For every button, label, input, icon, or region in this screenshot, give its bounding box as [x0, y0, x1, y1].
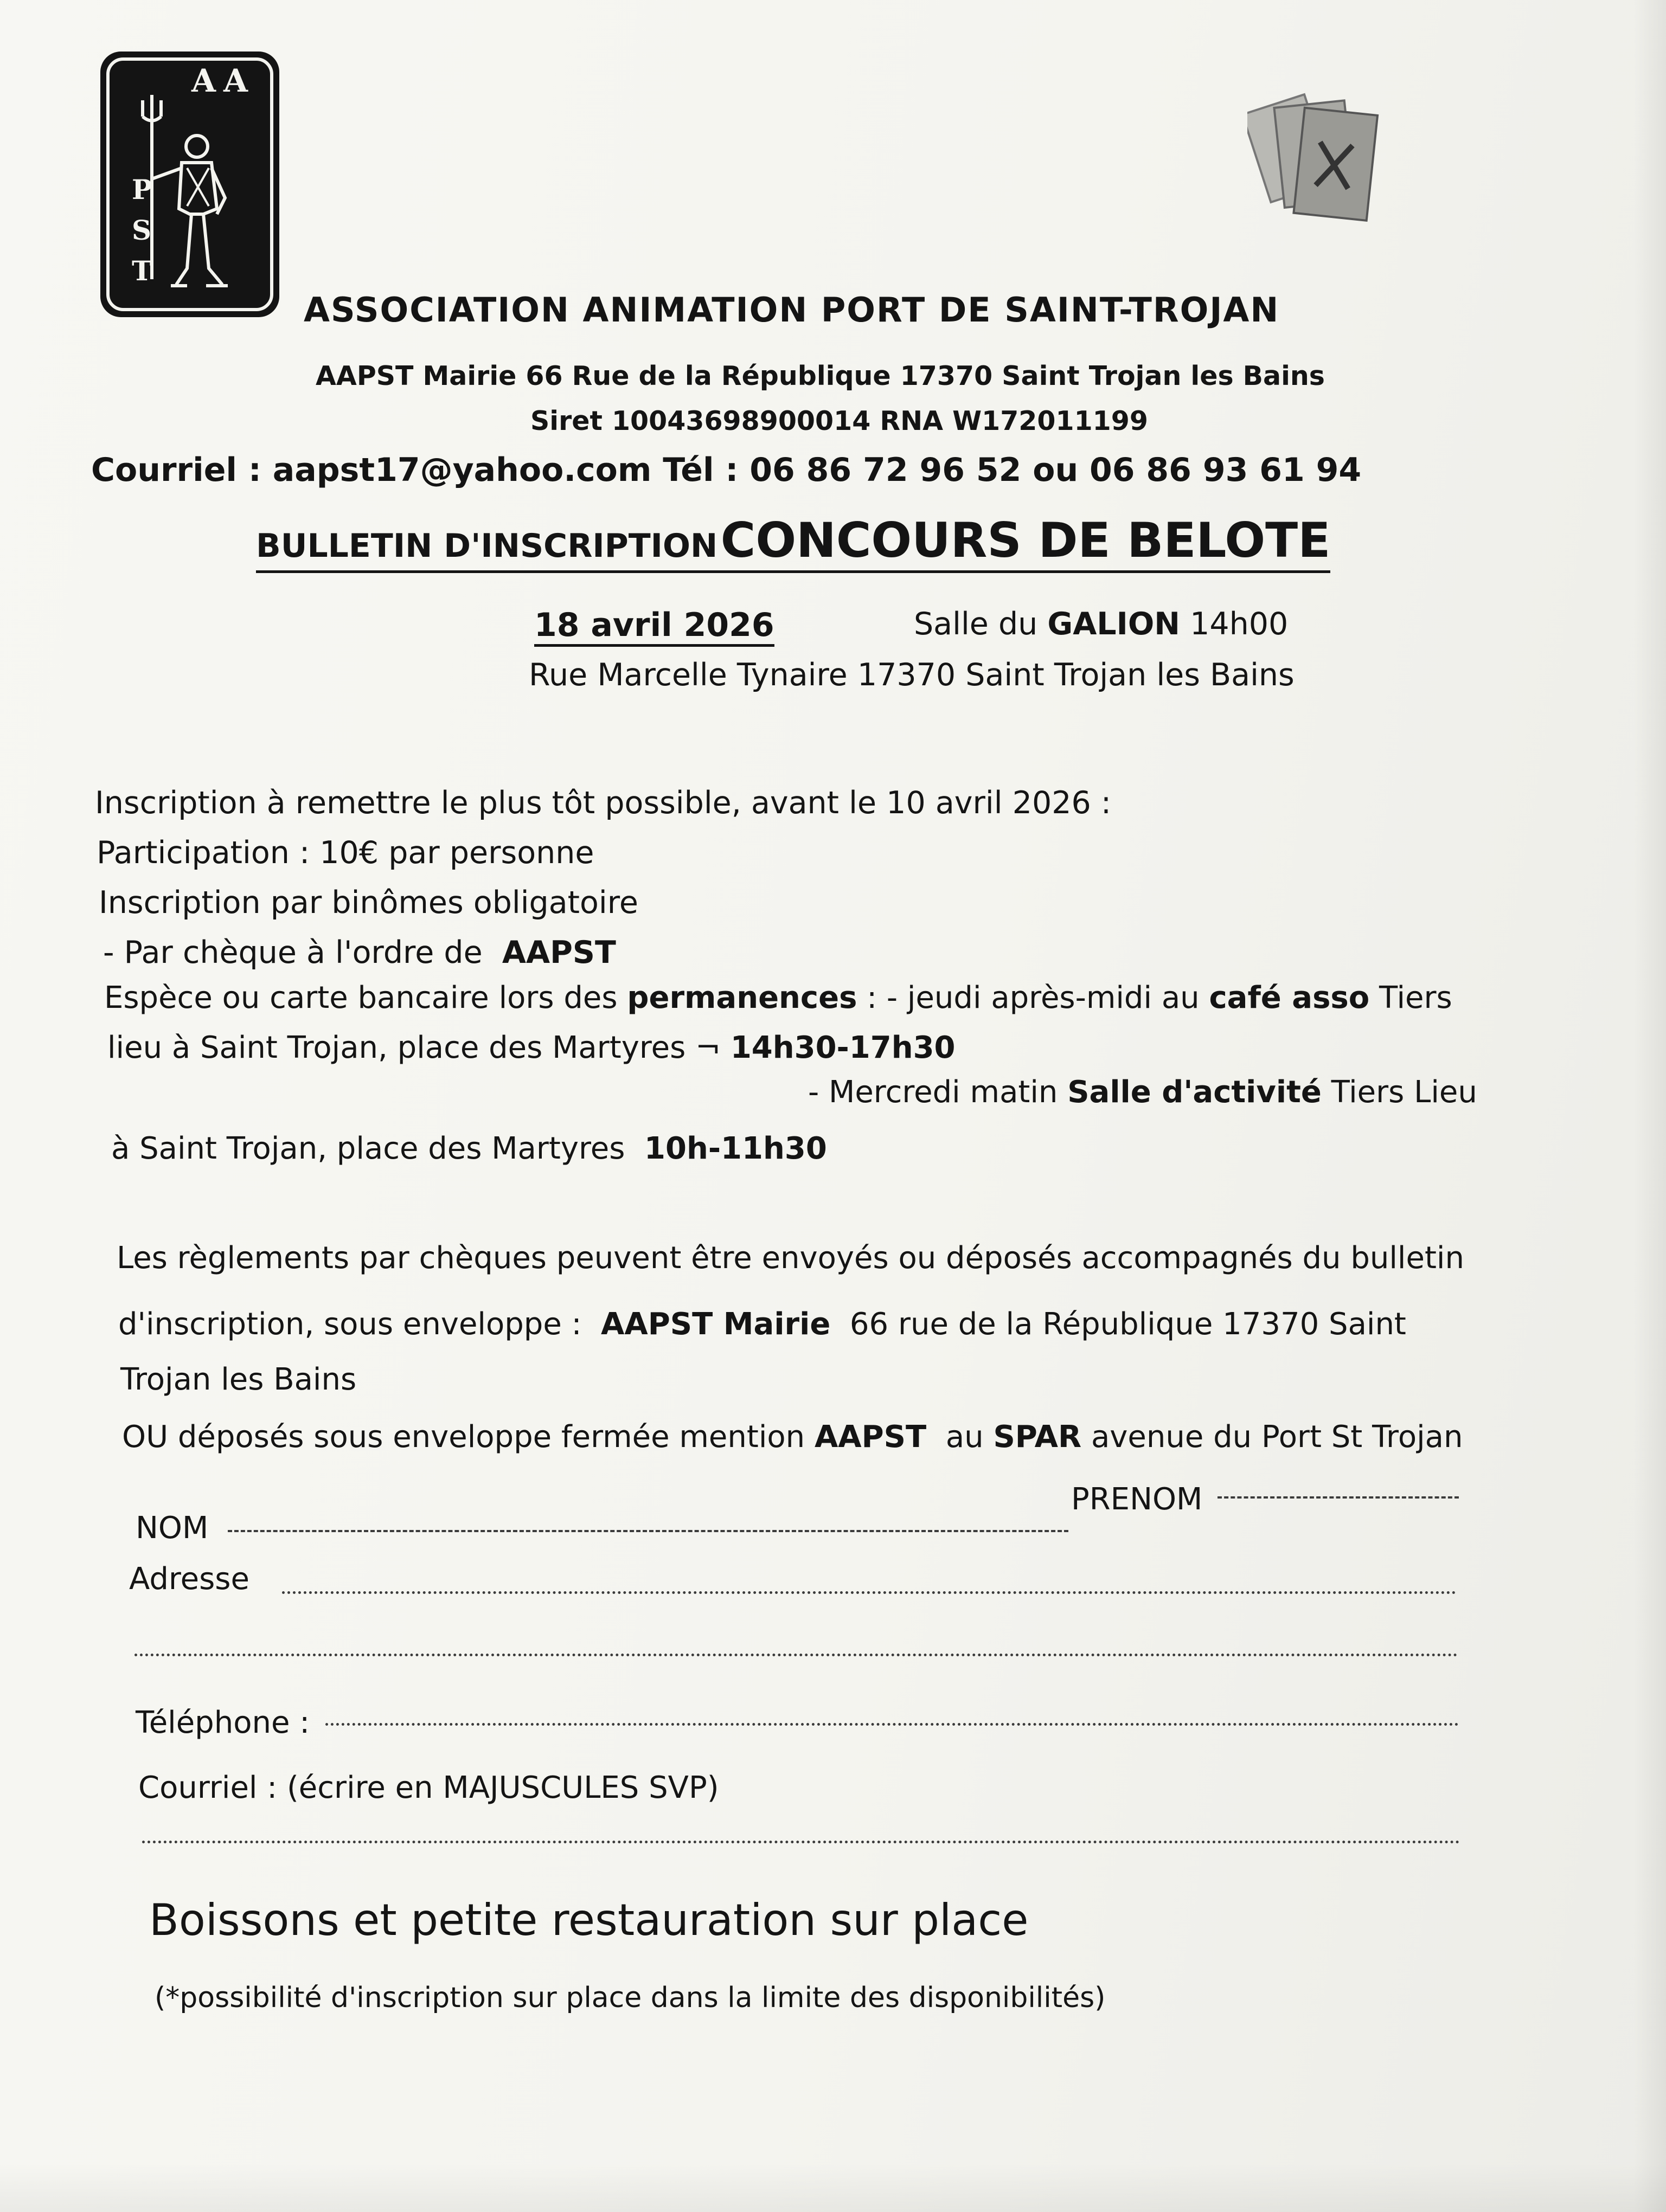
payment-line4-spar: SPAR — [993, 1419, 1082, 1455]
logo-letter-t: T — [132, 255, 152, 287]
cheque-name: AAPST — [502, 935, 616, 970]
payment-line-3: Trojan les Bains — [120, 1362, 357, 1397]
event-street: Rue Marcelle Tynaire 17370 Saint Trojan les Bains — [529, 657, 1295, 693]
lieu2-prefix: à Saint Trojan, place des Martyres — [111, 1131, 625, 1166]
payment-line4-prefix: OU déposés sous enveloppe fermée mention — [122, 1419, 805, 1455]
cash-cafe: café asso — [1209, 980, 1370, 1015]
association-ids: Siret 10043698900014 RNA W172011199 — [530, 406, 1148, 436]
prenom-label: PRENOM — [1071, 1482, 1203, 1517]
adresse-field-line-2[interactable] — [134, 1654, 1458, 1656]
courriel-label: Courriel : (écrire en MAJUSCULES SVP) — [138, 1770, 719, 1805]
payment-line-2 — [118, 1307, 1406, 1342]
title-concours: CONCOURS DE BELOTE — [720, 512, 1331, 568]
lieu-wednesday-line — [111, 1131, 827, 1166]
page-shadow-bottom — [0, 2163, 1666, 2212]
event-venue — [914, 606, 1288, 642]
nom-label: NOM — [136, 1510, 209, 1546]
payment-line2-prefix: d'inscription, sous enveloppe : — [118, 1307, 582, 1342]
payment-line-4 — [122, 1419, 1463, 1455]
venue-name: GALION — [1047, 606, 1180, 642]
association-address: AAPST Mairie 66 Rue de la République 17370 Saint Trojan les Bains — [316, 361, 1325, 391]
payment-line2-suffix: 66 rue de la République 17370 Saint — [849, 1307, 1406, 1342]
cash-suffix: Tiers — [1379, 980, 1452, 1015]
title-bulletin: BULLETIN D'INSCRIPTION — [256, 527, 718, 565]
courriel-field[interactable] — [142, 1841, 1460, 1843]
wed-suffix: Tiers Lieu — [1331, 1075, 1477, 1110]
cash-mid: : - jeudi après-midi au — [867, 980, 1200, 1015]
payment-line-1: Les règlements par chèques peuvent être envoyés ou déposés accompagnés du bulletin — [117, 1240, 1464, 1276]
payment-line4-mid: au — [945, 1419, 984, 1455]
payment-line4-suffix: avenue du Port St Trojan — [1091, 1419, 1463, 1455]
prenom-field[interactable] — [1218, 1496, 1459, 1499]
lieu1-prefix: lieu à Saint Trojan, place des Martyres ¬ — [107, 1030, 721, 1065]
page-shadow-right — [1633, 0, 1666, 2212]
cash-prefix: Espèce ou carte bancaire lors des — [104, 980, 618, 1015]
logo-letters-top: AA — [191, 62, 256, 99]
cash-permanences: permanences — [627, 980, 857, 1015]
event-date: 18 avril 2026 — [534, 606, 774, 647]
pairs-line: Inscription par binômes obligatoire — [99, 885, 638, 921]
telephone-field[interactable] — [325, 1723, 1459, 1726]
lieu-thursday-line — [107, 1030, 956, 1065]
nom-field[interactable] — [228, 1530, 1068, 1532]
playing-cards-icon — [1247, 79, 1386, 233]
adresse-label: Adresse — [129, 1561, 249, 1597]
deadline-line: Inscription à remettre le plus tôt possible, avant le 10 avril 2026 : — [95, 785, 1112, 821]
event-time: 14h00 — [1190, 606, 1289, 642]
boissons-heading: Boissons et petite restauration sur place — [149, 1895, 1029, 1945]
contact-line: Courriel : aapst17@yahoo.com Tél : 06 86 72 96 52 ou 06 86 93 61 94 — [91, 451, 1362, 489]
cheque-prefix: - Par chèque à l'ordre de — [103, 935, 483, 970]
association-name: ASSOCIATION ANIMATION PORT DE SAINT-TROJAN — [304, 290, 1280, 330]
association-logo — [100, 52, 279, 317]
logo-letter-p: P — [132, 173, 152, 205]
lieu2-hours: 10h-11h30 — [644, 1131, 827, 1166]
cash-line — [104, 980, 1452, 1015]
payment-line4-aapst: AAPST — [814, 1419, 927, 1455]
footer-note: (*possibilité d'inscription sur place dans la limite des disponibilités) — [155, 1982, 1106, 2014]
wed-prefix: - Mercredi matin — [808, 1075, 1058, 1110]
lieu1-hours: 14h30-17h30 — [730, 1030, 956, 1065]
cheque-line — [103, 935, 616, 970]
wednesday-line — [808, 1075, 1477, 1110]
document-title — [256, 512, 1330, 573]
wed-salle: Salle d'activité — [1067, 1075, 1322, 1110]
logo-letter-s: S — [132, 214, 152, 246]
payment-line2-bold: AAPST Mairie — [601, 1307, 831, 1342]
venue-prefix: Salle du — [914, 606, 1038, 642]
price-line: Participation : 10€ par personne — [97, 835, 594, 871]
telephone-label: Téléphone : — [136, 1705, 310, 1740]
adresse-field-line-1[interactable] — [282, 1591, 1456, 1594]
